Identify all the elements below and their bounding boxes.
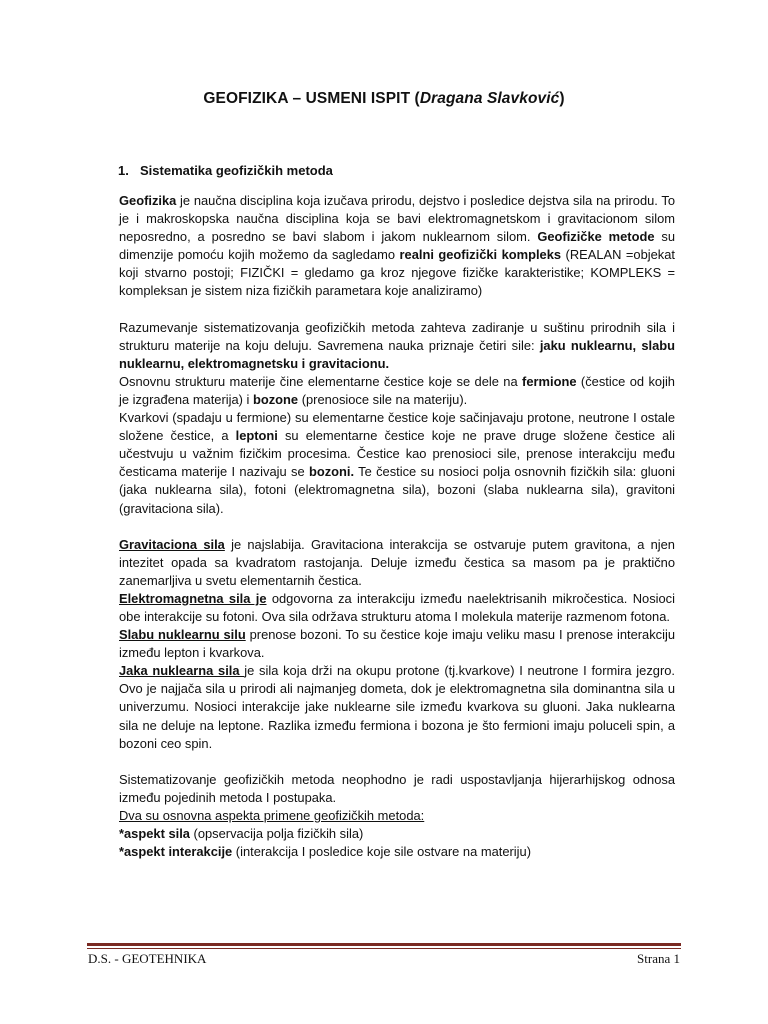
document-title (0, 90, 768, 108)
paragraph-kvarkovi (119, 409, 675, 518)
section-number: 1. (118, 163, 129, 178)
list-item-aspekt-sila (119, 825, 675, 843)
footer-rule-thick (87, 943, 681, 946)
paragraph-gravitaciona (119, 536, 675, 590)
title-close: ) (559, 90, 565, 107)
text: Osnovnu strukturu materije čine elementarne čestice koje se dele na (119, 373, 523, 389)
section-heading-text: Sistematika geofizičkih metoda (140, 163, 333, 178)
term-bozone: bozone (252, 391, 299, 407)
text: odgovorna za interakciju između naelektrisanih mikročestica. Nosioci obe interakcije su fotoni. Ova sila održava strukturu atoma I molekula materije razmenom fotona. (119, 590, 675, 624)
text: Sistematizovanje geofizičkih metoda neophodno je radi uspostavljanja hijerarhijskog odnosa između pojedinih metoda I postupaka. (119, 771, 675, 805)
term-elektromagnetna-sila: Elektromagnetna sila je (119, 590, 267, 606)
text: su elementarne čestice koje ne prave druge složene čestice ali učestvuju u važnim fizičkim procesima. Čestice kao prenosioci sile, prenose interakciju među česticama materije I nazivaju se (119, 428, 675, 480)
text: Razumevanje sistematizovanja geofizičkih metoda zahteva zadiranje u suštinu prirodnih sila i strukturu materije na koju deluju. Savremena nauka priznaje četiri sile: (119, 319, 675, 353)
text: prenose bozoni. To su čestice koje imaju veliku masu I prenose interakciju između lepton i kvarkova. (119, 627, 675, 661)
aspects-heading: Dva su osnovna aspekta primene geofizičkih metoda: (119, 807, 425, 823)
document-body (119, 192, 675, 861)
title-main: GEOFIZIKA – USMENI ISPIT ( (203, 90, 420, 107)
section-heading (118, 163, 333, 178)
term-bozoni: bozoni. (308, 464, 355, 480)
text: (interakcija I posledice koje sile ostvare na materiju) (232, 844, 531, 860)
term-jaka-nuklearna-sila: Jaka nuklearna sila (119, 663, 245, 679)
term-aspekt-sila: *aspekt sila (119, 826, 190, 841)
paragraph-elektromagnetna (119, 590, 675, 626)
text: su dimenzije pomoću kojih možemo da sagledamo (119, 229, 675, 263)
paragraph-struktura (119, 373, 675, 409)
term-aspekt-interakcije: *aspekt interakcije (119, 844, 233, 860)
footer-left: D.S. - GEOTEHNIKA (88, 951, 207, 966)
text: (čestice od kojih je izgrađena materija) i (119, 373, 675, 407)
term-realni-kompleks: realni geofizički kompleks (399, 247, 562, 263)
title-author: Dragana Slavković (419, 90, 560, 107)
paragraph-gap (119, 301, 675, 319)
paragraph-gap (119, 518, 675, 536)
term-geofizicke-metode: Geofizičke metode (537, 229, 655, 245)
paragraph-jaka (119, 662, 675, 752)
paragraph-geofizika (119, 192, 675, 301)
paragraph-sistematizovanje (119, 771, 675, 807)
footer-rule-thin (87, 948, 681, 949)
paragraph-gap (119, 753, 675, 771)
text: (REALAN =objekat koji stvarno postoji; FIZIČKI = gledamo ga kroz njegove fizičke karakteristike; KOMPLEKS = kompleksan je sistem niza fizičkih parametara koje analiziramo) (119, 247, 675, 299)
text: Te čestice su nosioci polja osnovnih fizičkih sila: gluoni (jaka nuklearna sila), fotoni (elektromagnetna sila), bozoni (slaba nuklearna sila), gravitoni (gravitaciona sila). (119, 464, 675, 516)
page-footer (88, 951, 680, 967)
text: Kvarkovi (spadaju u fermione) su elementarne čestice koje sačinjavaju protone, neutrone I ostale složene čestice, a (119, 410, 675, 444)
paragraph-slaba (119, 626, 675, 662)
text: je naučna disciplina koja izučava prirodu, dejstvo i posledice dejstva sila na prirodu. To je i makroskopska naučna disciplina koja se bavi elektromagnetskom i gravitacionom silom neposredno, a posredno se bavi slabom i jakom nuklearnom silom. (119, 193, 675, 245)
term-cetiri-sile: jaku nuklearnu, slabu nuklearnu, elektromagnetsku i gravitacionu. (119, 337, 675, 371)
term-slaba-nuklearna-sila: Slabu nuklearnu silu (119, 627, 246, 643)
paragraph-aspekti-heading (119, 807, 675, 825)
term-geofizika: Geofizika (119, 193, 177, 208)
text: je najslabija. Gravitaciona interakcija se ostvaruje putem gravitona, a njen intezitet opada sa kvadratom rastojanja. Deluje između čestica sa masom pa je praktično zanemarljiva u svetu elementarnih čestica. (119, 536, 675, 588)
text: je sila koja drži na okupu protone (tj.kvarkove) I neutrone I formira jezgro. Ovo je najjača sila u prirodi ali najmanjeg dometa, dok je elektromagnetna sila dominantna sila u univerzumu. Nosioci interakcije jake nuklearne sile između kvarkova su gluoni. Jaka nuklearna sila ne deluje na leptone. Razlika između fermiona i bozona je što fermioni imaju poluceli spin, a bozoni ceo spin. (119, 663, 675, 751)
footer-page-number: Strana 1 (637, 951, 680, 966)
term-gravitaciona-sila: Gravitaciona sila (119, 536, 225, 552)
term-fermione: fermione (522, 373, 577, 389)
list-item-aspekt-interakcije (119, 843, 675, 861)
paragraph-razumevanje (119, 319, 675, 373)
text: (opservacija polja fizičkih sila) (189, 826, 364, 841)
text: (prenosioce sile na materiju). (298, 391, 468, 407)
term-leptoni: leptoni (235, 428, 278, 444)
